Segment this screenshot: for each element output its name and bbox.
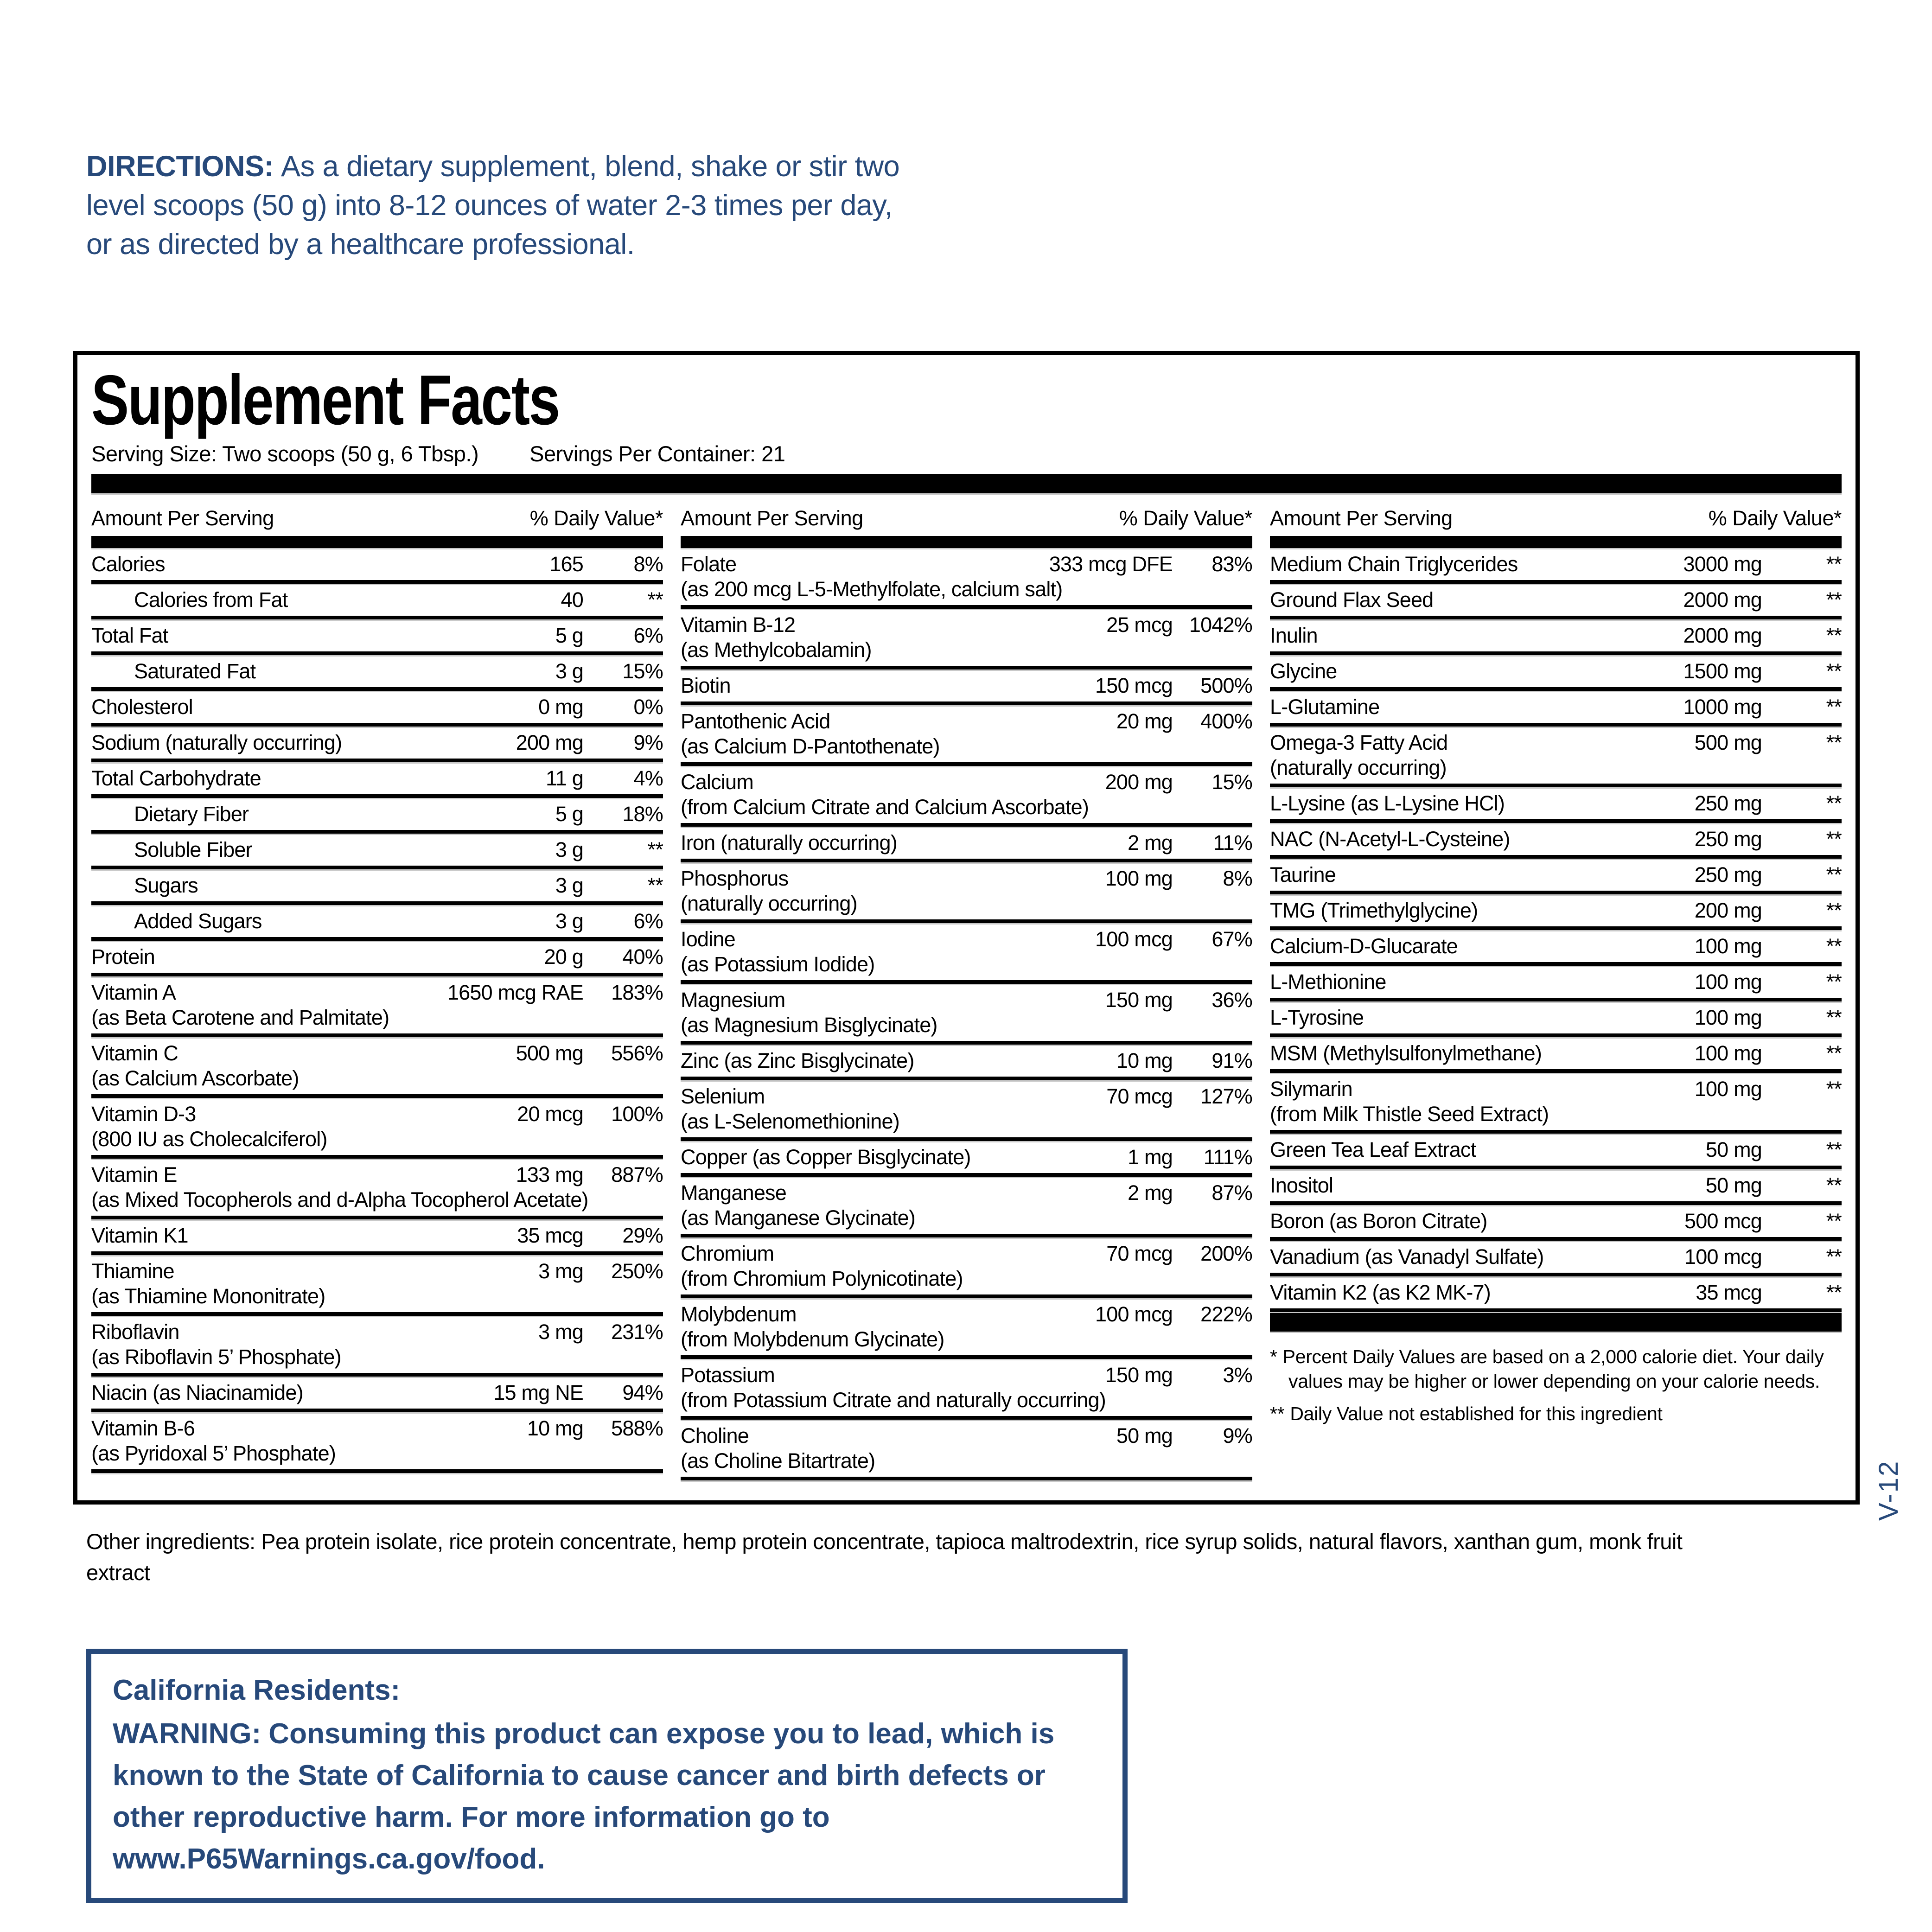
nutrient-daily-value: ** bbox=[1826, 1281, 1842, 1305]
daily-value-footnote bbox=[1270, 1345, 1842, 1394]
nutrient-daily-value: 231% bbox=[611, 1320, 663, 1344]
nutrient-row bbox=[1270, 859, 1842, 894]
nutrient-source-note: (as 200 mcg L-5-Methylfolate, calcium salt) bbox=[681, 577, 1063, 601]
nutrient-column-3 bbox=[1270, 504, 1842, 1480]
nutrient-name: Riboflavin bbox=[91, 1320, 179, 1344]
nutrient-amount: 100 mcg bbox=[1684, 1245, 1762, 1269]
nutrient-amount: 1650 mcg RAE bbox=[447, 981, 583, 1005]
nutrient-source-note: (as Calcium D-Pantothenate) bbox=[681, 734, 940, 759]
nutrient-rows bbox=[1270, 548, 1842, 1312]
nutrient-row bbox=[1270, 1134, 1842, 1169]
nutrient-name: Added Sugars bbox=[134, 909, 262, 933]
version-code: V-12 bbox=[1874, 1460, 1904, 1521]
nutrient-amount: 1 mg bbox=[1128, 1145, 1173, 1169]
nutrient-amount: 40 bbox=[561, 588, 583, 612]
nutrient-amount: 100 mg bbox=[1694, 1041, 1762, 1065]
nutrient-daily-value: 67% bbox=[1211, 927, 1252, 951]
nutrient-amount: 50 mg bbox=[1116, 1424, 1173, 1448]
nutrient-name: Choline bbox=[681, 1424, 749, 1448]
nutrient-daily-value: 83% bbox=[1211, 552, 1252, 576]
nutrient-row bbox=[681, 1080, 1252, 1141]
nutrient-row bbox=[1270, 584, 1842, 619]
nutrient-source-note: (as Potassium Iodide) bbox=[681, 952, 875, 976]
nutrient-amount: 250 mg bbox=[1694, 863, 1762, 887]
nutrient-name: Vitamin E bbox=[91, 1163, 177, 1187]
nutrient-daily-value: 200% bbox=[1200, 1242, 1252, 1266]
nutrient-name: Phosphorus bbox=[681, 867, 789, 891]
nutrient-name: Omega-3 Fatty Acid bbox=[1270, 731, 1448, 755]
nutrient-row bbox=[1270, 727, 1842, 787]
nutrient-row bbox=[681, 766, 1252, 827]
column-divider-bar bbox=[91, 536, 663, 548]
nutrient-row bbox=[681, 548, 1252, 609]
nutrient-source-note: (from Calcium Citrate and Calcium Ascorbate) bbox=[681, 795, 1089, 819]
nutrient-name: Total Fat bbox=[91, 624, 168, 648]
nutrient-name: Thiamine bbox=[91, 1259, 174, 1283]
nutrient-name: Calcium bbox=[681, 770, 753, 794]
nutrient-column-2 bbox=[681, 504, 1252, 1480]
nutrient-name: Soluble Fiber bbox=[134, 838, 252, 862]
nutrient-amount: 2 mg bbox=[1128, 1181, 1173, 1205]
nutrient-row bbox=[91, 976, 663, 1037]
nutrient-name: Zinc (as Zinc Bisglycinate) bbox=[681, 1049, 914, 1073]
nutrient-daily-value: 94% bbox=[622, 1381, 663, 1405]
nutrient-amount: 3 g bbox=[555, 874, 583, 898]
nutrient-source-note: (as Riboflavin 5’ Phosphate) bbox=[91, 1345, 341, 1369]
column-header bbox=[1270, 504, 1842, 536]
nutrient-name: Selenium bbox=[681, 1084, 765, 1109]
warning-label: WARNING: bbox=[113, 1717, 261, 1750]
nutrient-row bbox=[681, 1420, 1252, 1480]
nutrient-daily-value: ** bbox=[1826, 1006, 1842, 1030]
california-residents-heading: California Residents: bbox=[113, 1674, 401, 1706]
nutrient-daily-value: 887% bbox=[611, 1163, 663, 1187]
nutrient-row bbox=[91, 691, 663, 727]
nutrient-daily-value: ** bbox=[1826, 791, 1842, 816]
nutrient-amount: 250 mg bbox=[1694, 791, 1762, 816]
nutrient-row bbox=[91, 619, 663, 655]
nutrient-amount: 100 mg bbox=[1694, 1006, 1762, 1030]
nutrient-amount: 3 mg bbox=[538, 1320, 583, 1344]
nutrient-row bbox=[1270, 1241, 1842, 1276]
nutrient-daily-value: ** bbox=[1826, 863, 1842, 887]
nutrient-name: Biotin bbox=[681, 674, 731, 698]
not-established-footnote bbox=[1270, 1402, 1842, 1426]
nutrient-daily-value: 222% bbox=[1200, 1302, 1252, 1326]
nutrient-row bbox=[1270, 1073, 1842, 1134]
nutrient-name: MSM (Methylsulfonylmethane) bbox=[1270, 1041, 1542, 1065]
nutrient-row bbox=[91, 1159, 663, 1219]
nutrient-source-note: (from Potassium Citrate and naturally occurring) bbox=[681, 1388, 1106, 1412]
nutrient-row bbox=[91, 548, 663, 584]
nutrient-name: L-Glutamine bbox=[1270, 695, 1380, 719]
nutrient-daily-value: 9% bbox=[1223, 1424, 1252, 1448]
daily-value-header: % Daily Value* bbox=[1708, 506, 1842, 530]
servings-per-container: Servings Per Container: 21 bbox=[529, 441, 785, 466]
nutrient-row bbox=[1270, 1169, 1842, 1205]
nutrient-daily-value: ** bbox=[1826, 552, 1842, 576]
nutrient-source-note: (as Choline Bitartrate) bbox=[681, 1449, 875, 1473]
nutrient-name: Green Tea Leaf Extract bbox=[1270, 1138, 1476, 1162]
nutrient-source-note: (as Magnesium Bisglycinate) bbox=[681, 1013, 937, 1037]
nutrient-row bbox=[1270, 619, 1842, 655]
nutrient-amount: 10 mg bbox=[527, 1416, 583, 1441]
nutrient-name: Iodine bbox=[681, 927, 735, 951]
nutrient-columns bbox=[91, 504, 1842, 1480]
nutrient-name: Vitamin A bbox=[91, 981, 176, 1005]
nutrient-row bbox=[681, 862, 1252, 923]
footnote-divider-bar bbox=[1270, 1313, 1842, 1332]
nutrient-row bbox=[681, 1177, 1252, 1237]
nutrient-amount: 5 g bbox=[555, 802, 583, 826]
nutrient-amount: 250 mg bbox=[1694, 827, 1762, 851]
nutrient-daily-value: 100% bbox=[611, 1102, 663, 1126]
nutrient-daily-value: ** bbox=[1826, 1209, 1842, 1233]
nutrient-amount: 50 mg bbox=[1705, 1173, 1762, 1198]
nutrient-row bbox=[1270, 787, 1842, 823]
nutrient-amount: 100 mg bbox=[1105, 867, 1173, 891]
nutrient-amount: 20 mcg bbox=[517, 1102, 583, 1126]
nutrient-name: Saturated Fat bbox=[134, 659, 256, 683]
nutrient-source-note: (naturally occurring) bbox=[681, 892, 857, 916]
nutrient-source-note: (from Molybdenum Glycinate) bbox=[681, 1327, 944, 1352]
nutrient-daily-value: 11% bbox=[1213, 831, 1252, 855]
nutrient-daily-value: ** bbox=[647, 838, 663, 862]
nutrient-amount: 3 g bbox=[555, 909, 583, 933]
nutrient-row bbox=[681, 1298, 1252, 1359]
nutrient-row bbox=[681, 827, 1252, 862]
nutrient-row bbox=[681, 705, 1252, 766]
nutrient-row bbox=[1270, 548, 1842, 584]
nutrient-daily-value: ** bbox=[1826, 1041, 1842, 1065]
nutrient-daily-value: ** bbox=[1826, 970, 1842, 994]
column-divider-bar bbox=[681, 536, 1252, 548]
nutrient-amount: 3 g bbox=[555, 659, 583, 683]
nutrient-row bbox=[91, 1219, 663, 1255]
nutrient-name: Magnesium bbox=[681, 988, 785, 1012]
nutrient-amount: 150 mcg bbox=[1095, 674, 1173, 698]
nutrient-row bbox=[681, 1141, 1252, 1177]
nutrient-name: Sodium (naturally occurring) bbox=[91, 731, 342, 755]
nutrient-source-note: (as Calcium Ascorbate) bbox=[91, 1066, 299, 1090]
nutrient-row bbox=[1270, 894, 1842, 930]
nutrient-daily-value: 250% bbox=[611, 1259, 663, 1283]
directions-paragraph bbox=[86, 147, 916, 264]
nutrient-name: Silymarin bbox=[1270, 1077, 1352, 1101]
nutrient-row bbox=[1270, 691, 1842, 727]
nutrient-source-note: (as L-Selenomethionine) bbox=[681, 1109, 899, 1134]
nutrient-amount: 150 mg bbox=[1105, 988, 1173, 1012]
nutrient-daily-value: ** bbox=[1826, 899, 1842, 923]
nutrient-name: Chromium bbox=[681, 1242, 774, 1266]
nutrient-daily-value: 6% bbox=[633, 909, 663, 933]
nutrient-name: Vitamin B-12 bbox=[681, 613, 796, 637]
nutrient-name: Niacin (as Niacinamide) bbox=[91, 1381, 303, 1405]
nutrient-daily-value: 0% bbox=[633, 695, 663, 719]
nutrient-amount: 20 g bbox=[544, 945, 583, 969]
nutrient-daily-value: ** bbox=[1826, 624, 1842, 648]
nutrient-name: Boron (as Boron Citrate) bbox=[1270, 1209, 1487, 1233]
nutrient-amount: 1500 mg bbox=[1683, 659, 1762, 683]
nutrient-daily-value: ** bbox=[1826, 695, 1842, 719]
supplement-facts-panel bbox=[73, 351, 1860, 1505]
nutrient-name: Ground Flax Seed bbox=[1270, 588, 1434, 612]
nutrient-name: TMG (Trimethylglycine) bbox=[1270, 899, 1478, 923]
nutrient-row bbox=[91, 655, 663, 691]
nutrient-daily-value: 400% bbox=[1200, 709, 1252, 733]
nutrient-daily-value: 36% bbox=[1211, 988, 1252, 1012]
nutrient-daily-value: 500% bbox=[1200, 674, 1252, 698]
nutrient-amount: 2000 mg bbox=[1683, 624, 1762, 648]
california-warning-box bbox=[86, 1649, 1128, 1903]
nutrient-amount: 500 mg bbox=[516, 1041, 583, 1065]
panel-title: Supplement Facts bbox=[91, 361, 559, 440]
nutrient-name: Cholesterol bbox=[91, 695, 193, 719]
nutrient-amount: 5 g bbox=[555, 624, 583, 648]
nutrient-name: Calcium-D-Glucarate bbox=[1270, 934, 1458, 958]
nutrient-name: Vanadium (as Vanadyl Sulfate) bbox=[1270, 1245, 1544, 1269]
column-header bbox=[91, 504, 663, 536]
serving-size: Serving Size: Two scoops (50 g, 6 Tbsp.) bbox=[91, 441, 479, 466]
nutrient-amount: 15 mg NE bbox=[493, 1381, 583, 1405]
nutrient-amount: 10 mg bbox=[1116, 1049, 1173, 1073]
nutrient-amount: 500 mcg bbox=[1684, 1209, 1762, 1233]
nutrient-daily-value: 18% bbox=[622, 802, 663, 826]
nutrient-amount: 200 mg bbox=[1105, 770, 1173, 794]
nutrient-amount: 35 mcg bbox=[517, 1224, 583, 1248]
nutrient-row bbox=[1270, 823, 1842, 859]
nutrient-amount: 11 g bbox=[545, 766, 583, 791]
nutrient-row bbox=[91, 869, 663, 905]
daily-value-header: % Daily Value* bbox=[1119, 506, 1252, 530]
nutrient-name: Vitamin D-3 bbox=[91, 1102, 196, 1126]
footnote-text: Percent Daily Values are based on a 2,000 calorie diet. Your daily values may be higher or lower depending on your calorie needs. bbox=[1282, 1346, 1824, 1392]
nutrient-row bbox=[681, 1237, 1252, 1298]
nutrient-name: Protein bbox=[91, 945, 155, 969]
nutrient-amount: 2 mg bbox=[1128, 831, 1173, 855]
nutrient-row bbox=[91, 941, 663, 976]
nutrient-daily-value: 127% bbox=[1200, 1084, 1252, 1109]
nutrient-amount: 133 mg bbox=[516, 1163, 583, 1187]
nutrient-daily-value: 3% bbox=[1223, 1363, 1252, 1387]
nutrient-source-note: (as Mixed Tocopherols and d-Alpha Tocopherol Acetate) bbox=[91, 1188, 588, 1212]
header-divider-bar bbox=[91, 474, 1842, 493]
nutrient-name: Iron (naturally occurring) bbox=[681, 831, 897, 855]
nutrient-amount: 70 mcg bbox=[1106, 1084, 1173, 1109]
nutrient-daily-value: ** bbox=[1826, 588, 1842, 612]
nutrient-amount: 3 mg bbox=[538, 1259, 583, 1283]
nutrient-name: Potassium bbox=[681, 1363, 775, 1387]
nutrient-rows bbox=[91, 548, 663, 1473]
column-header bbox=[681, 504, 1252, 536]
nutrient-amount: 100 mcg bbox=[1095, 1302, 1173, 1326]
serving-info bbox=[91, 441, 1842, 466]
nutrient-daily-value: 9% bbox=[633, 731, 663, 755]
nutrient-daily-value: ** bbox=[647, 874, 663, 898]
nutrient-amount: 100 mg bbox=[1694, 1077, 1762, 1101]
nutrient-daily-value: 4% bbox=[633, 766, 663, 791]
nutrient-name: Molybdenum bbox=[681, 1302, 797, 1326]
nutrient-daily-value: 556% bbox=[611, 1041, 663, 1065]
nutrient-row bbox=[91, 762, 663, 798]
nutrient-daily-value: 29% bbox=[622, 1224, 663, 1248]
nutrient-daily-value: ** bbox=[1826, 934, 1842, 958]
nutrient-row bbox=[681, 609, 1252, 670]
nutrient-name: L-Tyrosine bbox=[1270, 1006, 1364, 1030]
nutrient-amount: 3000 mg bbox=[1683, 552, 1762, 576]
nutrient-name: Calories from Fat bbox=[134, 588, 288, 612]
nutrient-name: Inositol bbox=[1270, 1173, 1333, 1198]
directions-text: As a dietary supplement, blend, shake or stir two level scoops (50 g) into 8-12 ounces of water 2-3 times per day, or as directed by a healthcare professional. bbox=[86, 150, 900, 261]
nutrient-amount: 150 mg bbox=[1105, 1363, 1173, 1387]
nutrient-daily-value: ** bbox=[1826, 827, 1842, 851]
nutrient-row bbox=[91, 1255, 663, 1316]
nutrient-row bbox=[91, 1377, 663, 1412]
nutrient-amount: 50 mg bbox=[1705, 1138, 1762, 1162]
nutrient-row bbox=[681, 923, 1252, 984]
nutrient-amount: 200 mg bbox=[1694, 899, 1762, 923]
nutrient-amount: 2000 mg bbox=[1683, 588, 1762, 612]
nutrient-row bbox=[91, 905, 663, 941]
nutrient-source-note: (as Pyridoxal 5’ Phosphate) bbox=[91, 1441, 336, 1466]
nutrient-name: Medium Chain Triglycerides bbox=[1270, 552, 1518, 576]
nutrient-daily-value: ** bbox=[1826, 731, 1842, 755]
nutrient-name: Folate bbox=[681, 552, 737, 576]
nutrient-name: Vitamin K2 (as K2 MK-7) bbox=[1270, 1281, 1491, 1305]
nutrient-daily-value: 588% bbox=[611, 1416, 663, 1441]
nutrient-daily-value: 15% bbox=[1211, 770, 1252, 794]
nutrient-name: Copper (as Copper Bisglycinate) bbox=[681, 1145, 971, 1169]
nutrient-row bbox=[91, 727, 663, 762]
nutrient-row bbox=[91, 584, 663, 619]
nutrient-daily-value: ** bbox=[1826, 1173, 1842, 1198]
footnote-text: Daily Value not established for this ingredient bbox=[1290, 1403, 1663, 1424]
nutrient-row bbox=[91, 1037, 663, 1098]
nutrient-source-note: (naturally occurring) bbox=[1270, 756, 1447, 780]
nutrient-name: Sugars bbox=[134, 874, 198, 898]
nutrient-daily-value: 183% bbox=[611, 981, 663, 1005]
nutrient-name: Manganese bbox=[681, 1181, 786, 1205]
footnote-symbol: * bbox=[1270, 1346, 1277, 1368]
nutrient-amount: 25 mcg bbox=[1106, 613, 1173, 637]
nutrient-row bbox=[681, 1045, 1252, 1080]
nutrient-daily-value: 8% bbox=[1223, 867, 1252, 891]
nutrient-row bbox=[1270, 1001, 1842, 1037]
nutrient-amount: 70 mcg bbox=[1106, 1242, 1173, 1266]
nutrient-amount: 3 g bbox=[555, 838, 583, 862]
nutrient-daily-value: ** bbox=[1826, 659, 1842, 683]
nutrient-row bbox=[1270, 1037, 1842, 1073]
nutrient-row bbox=[681, 984, 1252, 1045]
nutrient-name: Vitamin K1 bbox=[91, 1224, 188, 1248]
nutrient-source-note: (as Methylcobalamin) bbox=[681, 638, 872, 662]
nutrient-daily-value: ** bbox=[647, 588, 663, 612]
nutrient-row bbox=[681, 670, 1252, 705]
footnotes bbox=[1270, 1345, 1842, 1426]
nutrient-amount: 1000 mg bbox=[1683, 695, 1762, 719]
nutrient-name: Inulin bbox=[1270, 624, 1318, 648]
nutrient-amount: 500 mg bbox=[1694, 731, 1762, 755]
nutrient-name: Pantothenic Acid bbox=[681, 709, 830, 733]
nutrient-name: Vitamin B-6 bbox=[91, 1416, 195, 1441]
nutrient-amount: 35 mcg bbox=[1696, 1281, 1762, 1305]
nutrient-row bbox=[1270, 1205, 1842, 1241]
california-warning-text bbox=[113, 1713, 1101, 1880]
nutrient-row bbox=[91, 1412, 663, 1473]
nutrient-source-note: (as Beta Carotene and Palmitate) bbox=[91, 1006, 389, 1030]
nutrient-name: L-Methionine bbox=[1270, 970, 1386, 994]
nutrient-daily-value: 111% bbox=[1203, 1145, 1252, 1169]
nutrient-source-note: (as Manganese Glycinate) bbox=[681, 1206, 916, 1230]
daily-value-header: % Daily Value* bbox=[529, 506, 663, 530]
nutrient-row bbox=[1270, 966, 1842, 1001]
nutrient-name: Taurine bbox=[1270, 863, 1336, 887]
nutrient-row bbox=[1270, 1276, 1842, 1312]
nutrient-daily-value: 87% bbox=[1211, 1181, 1252, 1205]
nutrient-name: L-Lysine (as L-Lysine HCl) bbox=[1270, 791, 1505, 816]
nutrient-name: Calories bbox=[91, 552, 165, 576]
amount-header: Amount Per Serving bbox=[1270, 506, 1453, 530]
nutrient-daily-value: 91% bbox=[1211, 1049, 1252, 1073]
nutrient-name: Glycine bbox=[1270, 659, 1337, 683]
nutrient-row bbox=[91, 1316, 663, 1377]
amount-header: Amount Per Serving bbox=[91, 506, 274, 530]
nutrient-daily-value: 1042% bbox=[1189, 613, 1252, 637]
column-divider-bar bbox=[1270, 536, 1842, 548]
nutrient-amount: 333 mcg DFE bbox=[1049, 552, 1173, 576]
warning-body: Consuming this product can expose you to lead, which is known to the State of California to cause cancer and birth defects or other reproductive harm. For more information go to www.P65Warnings.ca.gov/food. bbox=[113, 1717, 1055, 1875]
footnote-symbol: ** bbox=[1270, 1403, 1285, 1424]
nutrient-row bbox=[91, 1098, 663, 1159]
nutrient-amount: 0 mg bbox=[538, 695, 583, 719]
nutrient-daily-value: 15% bbox=[622, 659, 663, 683]
other-ingredients: Other ingredients: Pea protein isolate, rice protein concentrate, hemp protein concentrate, tapioca maltrodextrin, rice syrup solids, natural flavors, xanthan gum, monk fruit extract bbox=[86, 1529, 1683, 1585]
nutrient-daily-value: 40% bbox=[622, 945, 663, 969]
nutrient-daily-value: ** bbox=[1826, 1245, 1842, 1269]
directions-label: DIRECTIONS: bbox=[86, 150, 274, 183]
nutrient-row bbox=[1270, 655, 1842, 691]
nutrient-source-note: (800 IU as Cholecalciferol) bbox=[91, 1127, 327, 1151]
nutrient-daily-value: 8% bbox=[633, 552, 663, 576]
nutrient-amount: 100 mg bbox=[1694, 934, 1762, 958]
nutrient-amount: 20 mg bbox=[1116, 709, 1173, 733]
amount-header: Amount Per Serving bbox=[681, 506, 863, 530]
nutrient-amount: 100 mcg bbox=[1095, 927, 1173, 951]
nutrient-row bbox=[1270, 930, 1842, 966]
nutrient-daily-value: 6% bbox=[633, 624, 663, 648]
nutrient-name: Vitamin C bbox=[91, 1041, 179, 1065]
nutrient-daily-value: ** bbox=[1826, 1138, 1842, 1162]
nutrient-daily-value: ** bbox=[1826, 1077, 1842, 1101]
nutrient-amount: 165 bbox=[549, 552, 583, 576]
nutrient-row bbox=[91, 798, 663, 834]
nutrient-name: Dietary Fiber bbox=[134, 802, 249, 826]
nutrient-amount: 200 mg bbox=[516, 731, 583, 755]
nutrient-name: NAC (N-Acetyl-L-Cysteine) bbox=[1270, 827, 1510, 851]
nutrient-source-note: (from Milk Thistle Seed Extract) bbox=[1270, 1102, 1549, 1126]
nutrient-row bbox=[681, 1359, 1252, 1420]
nutrient-name: Total Carbohydrate bbox=[91, 766, 261, 791]
nutrient-column-1 bbox=[91, 504, 663, 1480]
nutrient-source-note: (from Chromium Polynicotinate) bbox=[681, 1267, 963, 1291]
nutrient-amount: 100 mg bbox=[1694, 970, 1762, 994]
nutrient-row bbox=[91, 834, 663, 869]
nutrient-source-note: (as Thiamine Mononitrate) bbox=[91, 1284, 325, 1308]
nutrient-rows bbox=[681, 548, 1252, 1480]
